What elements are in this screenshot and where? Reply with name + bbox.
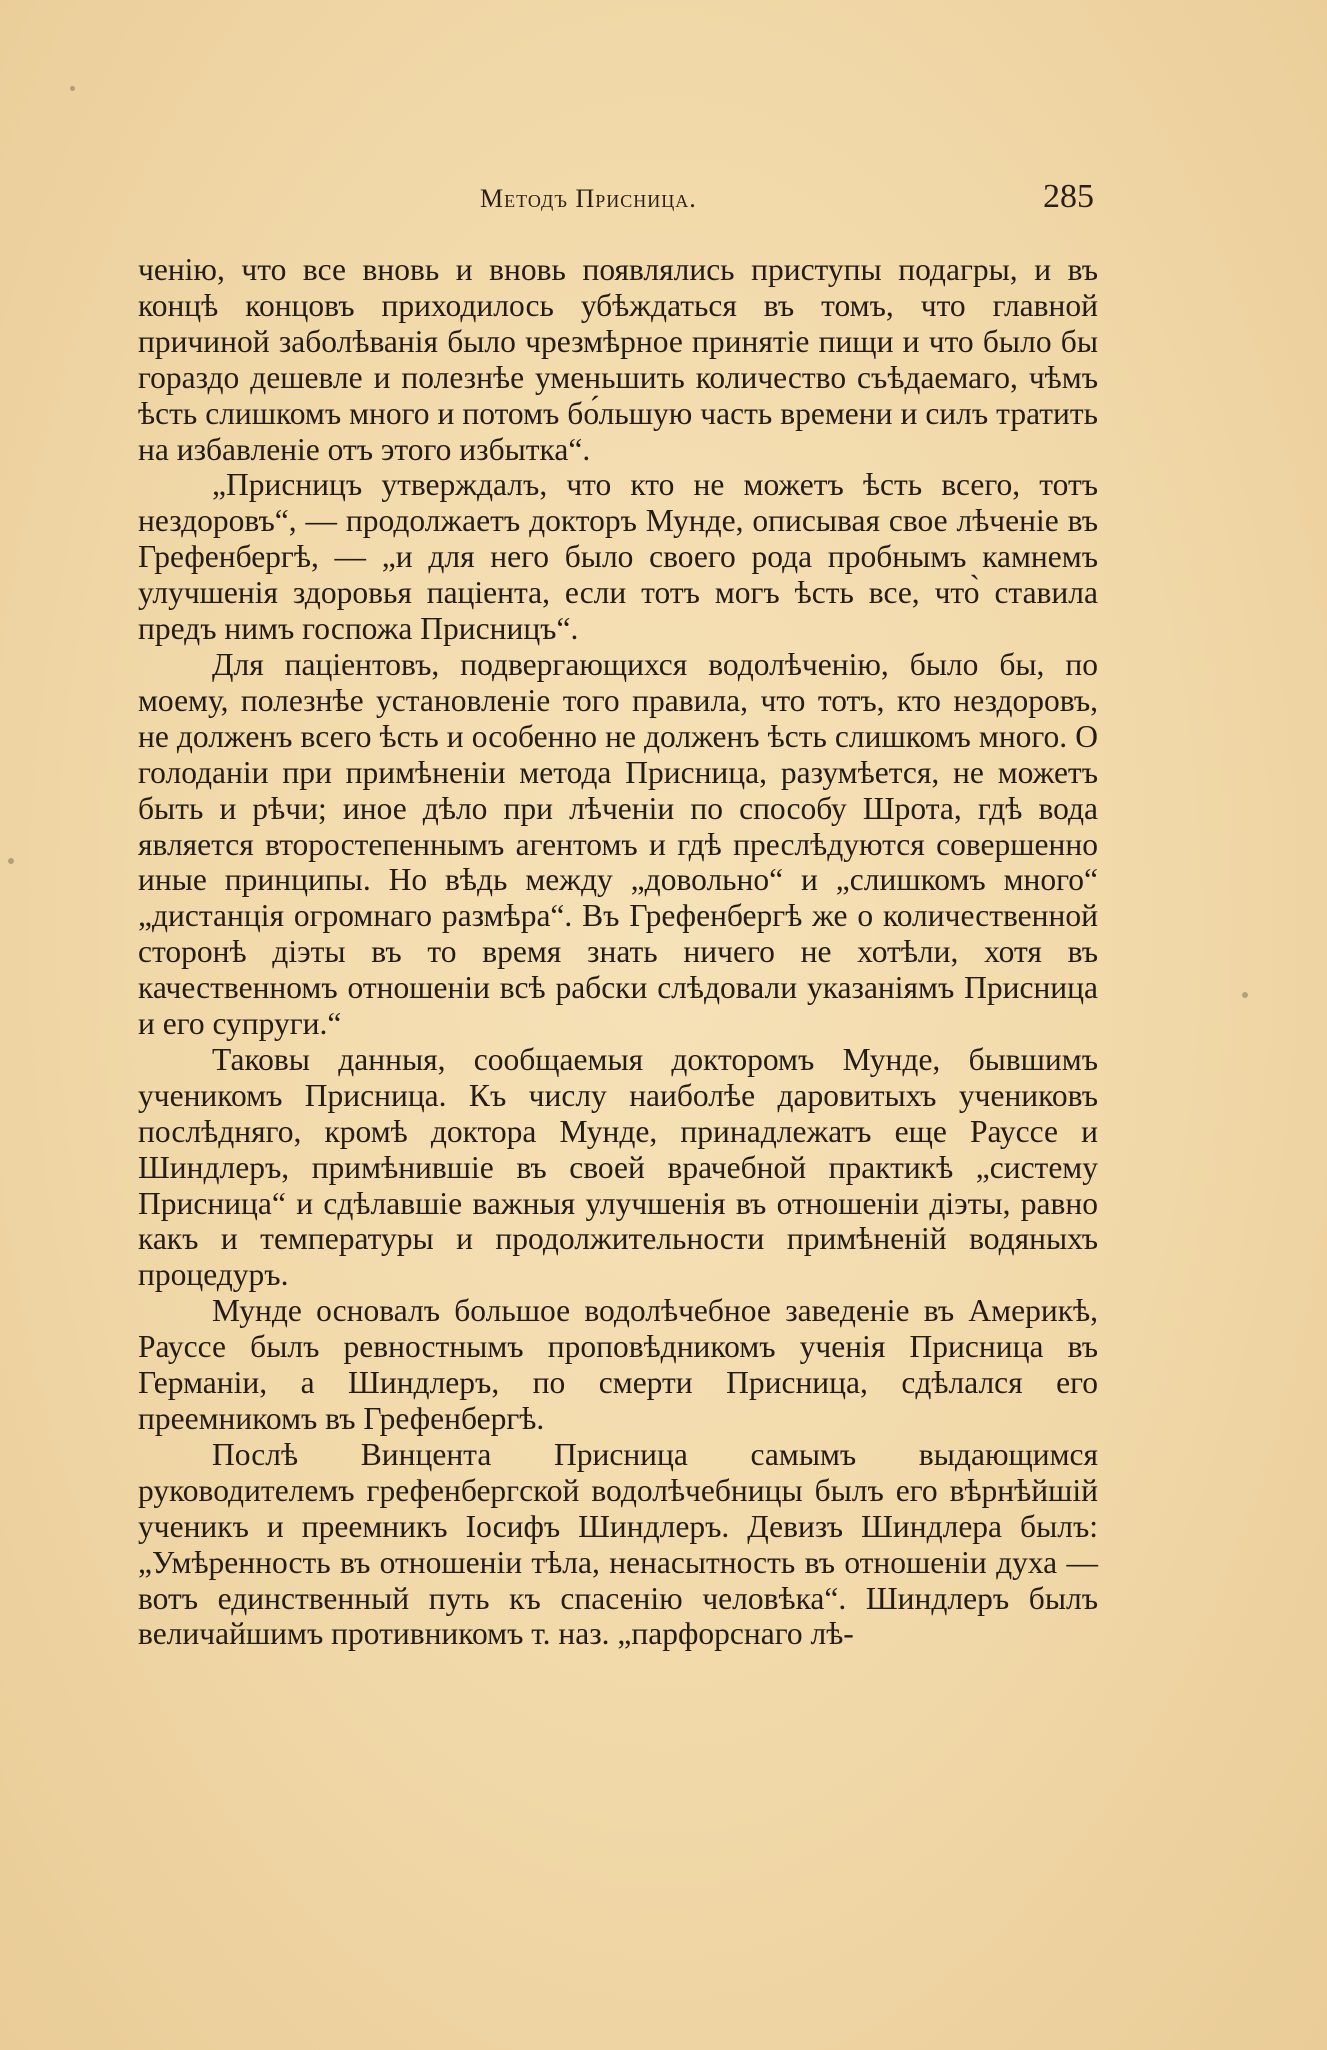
- page-number: 285: [1043, 178, 1094, 215]
- ink-speck: [70, 86, 75, 91]
- paragraph: Мунде основалъ большое водолѣчебное заведеніе въ Америкѣ, Рауссе былъ ревностнымъ проповѣдникомъ ученія Присница въ Германіи, а Шиндлеръ, по смерти Присница, сдѣлался его преемникомъ въ Грефенбергѣ.: [138, 1293, 1098, 1436]
- running-title: Методъ Присница.: [480, 184, 697, 213]
- page-header: [140, 178, 1100, 218]
- ink-speck: [1242, 992, 1248, 998]
- paragraph: ченію, что все вновь и вновь появлялись приступы подагры, и въ концѣ концовъ приходилось убѣждаться въ томъ, что главной причиной заболѣванія было чрезмѣрное принятіе пищи и что было бы гораздо дешевле и полезнѣе уменьшить количество съѣдаемаго, чѣмъ ѣсть слишкомъ много и потомъ бо́льшую часть времени и силъ тратить на избавленіе отъ этого избытка“.: [138, 252, 1098, 467]
- paragraph: Таковы данныя, сообщаемыя докторомъ Мунде, бывшимъ ученикомъ Присница. Къ числу наиболѣе даровитыхъ учениковъ послѣдняго, кромѣ доктора Мунде, принадлежатъ еще Рауссе и Шиндлеръ, примѣнившіе въ своей врачебной практикѣ „систему Присница“ и сдѣлавшіе важныя улучшенія въ отношеніи діэты, равно какъ и температуры и продолжительности примѣненій водяныхъ процедуръ.: [138, 1041, 1098, 1293]
- ink-speck: [8, 858, 14, 864]
- body-text: [138, 252, 1098, 1652]
- paragraph: „Присницъ утверждалъ, что кто не можетъ ѣсть всего, тотъ нездоровъ“, — продолжаетъ докторъ Мунде, описывая свое лѣченіе въ Грефенбергѣ, — „и для него было своего рода пробнымъ камнемъ улучшенія здоровья паціента, если тотъ могъ ѣсть все, что̀ ставила предъ нимъ госпожа Присницъ“.: [138, 467, 1098, 647]
- paragraph: Для паціентовъ, подвергающихся водолѣченію, было бы, по моему, полезнѣе установленіе того правила, что тотъ, кто нездоровъ, не долженъ всего ѣсть и особенно не долженъ ѣсть слишкомъ много. О голоданіи при примѣненіи метода Присница, разумѣется, не можетъ быть и рѣчи; иное дѣло при лѣченіи по способу Шрота, гдѣ вода является второстепеннымъ агентомъ и гдѣ преслѣдуются совершенно иные принципы. Но вѣдь между „довольно“ и „слишкомъ много“ „дистанція огромнаго размѣра“. Въ Грефенбергѣ же о количественной сторонѣ діэты въ то время знать ничего не хотѣли, хотя въ качественномъ отношеніи всѣ рабски слѣдовали указаніямъ Присница и его супруги.“: [138, 646, 1098, 1042]
- paragraph: Послѣ Винцента Присница самымъ выдающимся руководителемъ грефенбергской водолѣчебницы былъ его вѣрнѣйшій ученикъ и преемникъ Іосифъ Шиндлеръ. Девизъ Шиндлера былъ: „Умѣренность въ отношеніи тѣла, ненасытность въ отношеніи духа — вотъ единственный путь къ спасенію человѣка“. Шиндлеръ былъ величайшимъ противникомъ т. наз. „парфорснаго лѣ-: [138, 1436, 1098, 1652]
